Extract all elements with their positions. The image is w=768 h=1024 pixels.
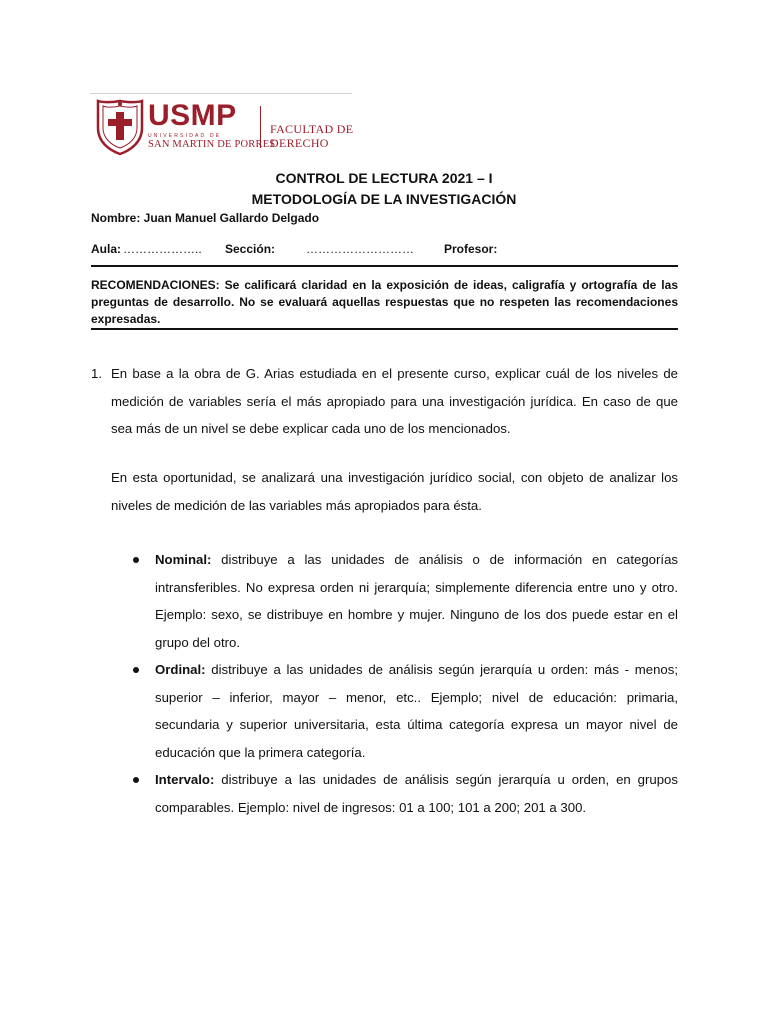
student-name: Nombre: Juan Manuel Gallardo Delgado [91,211,320,225]
level-description: distribuye a las unidades de análisis o de información en categorías intransferibles. No expresa orden ni jerarquía; simplemente diferencia entre uno y otro. Ejemplo: sexo, se distribuye en hombre y mujer. Ninguno de los dos puede estar en el grupo del otro. [155,552,678,650]
list-item [111,656,678,766]
header-rule [90,93,352,94]
document-subtitle: METODOLOGÍA DE LA INVESTIGACIÓN [251,191,517,207]
logo-brand: USMP [148,99,237,132]
seccion-value: ……………………… [306,242,414,256]
bullet-icon [133,667,139,673]
aula-label: Aula: [91,242,121,256]
bullet-icon [133,557,139,563]
logo-university-name: SAN MARTIN DE PORRES [148,139,276,150]
document-title: CONTROL DE LECTURA 2021 – I [275,170,493,186]
logo-faculty [270,122,353,150]
question-text: En base a la obra de G. Arias estudiada en el presente curso, explicar cuál de los niveles de medición de variables sería el más apropiado para una investigación jurídica. En caso de que sea más de un nivel se debe explicar cada uno de los mencionados. [111,366,678,436]
divider-bottom [91,328,678,330]
logo-wordmark [148,101,275,150]
university-seal-icon [95,98,145,156]
answer-intro: En esta oportunidad, se analizará una investigación jurídico social, con objeto de analizar los niveles de medición de las variables más apropiados para ésta. [111,470,678,513]
bullet-icon [133,777,139,783]
level-term: Ordinal: [155,662,206,677]
seccion-label: Sección: [225,242,276,256]
profesor-label: Profesor: [444,242,498,256]
level-term: Intervalo: [155,772,215,787]
recommendations: RECOMENDACIONES: Se calificará claridad en la exposición de ideas, caligrafía y ortografía de las preguntas de desarrollo. No se evaluará aquellas respuestas que no respeten las recomendaciones expresadas. [91,278,678,326]
level-description: distribuye a las unidades de análisis según jerarquía u orden: más - menos; superior – inferior, mayor – menor, etc.. Ejemplo; nivel de educación: primaria, secundaria y superior universitaria, esta última categoría expresa un mayor nivel de educación que la primera categoría. [155,662,678,760]
aula-value: ……………….. [123,242,202,256]
logo-faculty-line1: FACULTAD DE [270,122,354,136]
logo-faculty-line2: DERECHO [270,136,329,150]
divider-top [91,265,678,267]
list-item [111,766,678,821]
question-number: 1. [91,366,102,381]
level-description: distribuye a las unidades de análisis según jerarquía u orden, en grupos comparables. Ejemplo: nivel de ingresos: 01 a 100; 101 a 200; 201 a 300. [155,772,678,815]
logo-university-small: UNIVERSIDAD DE [148,133,222,139]
list-item [111,546,678,656]
level-term: Nominal: [155,552,212,567]
measurement-levels-list [111,546,678,821]
